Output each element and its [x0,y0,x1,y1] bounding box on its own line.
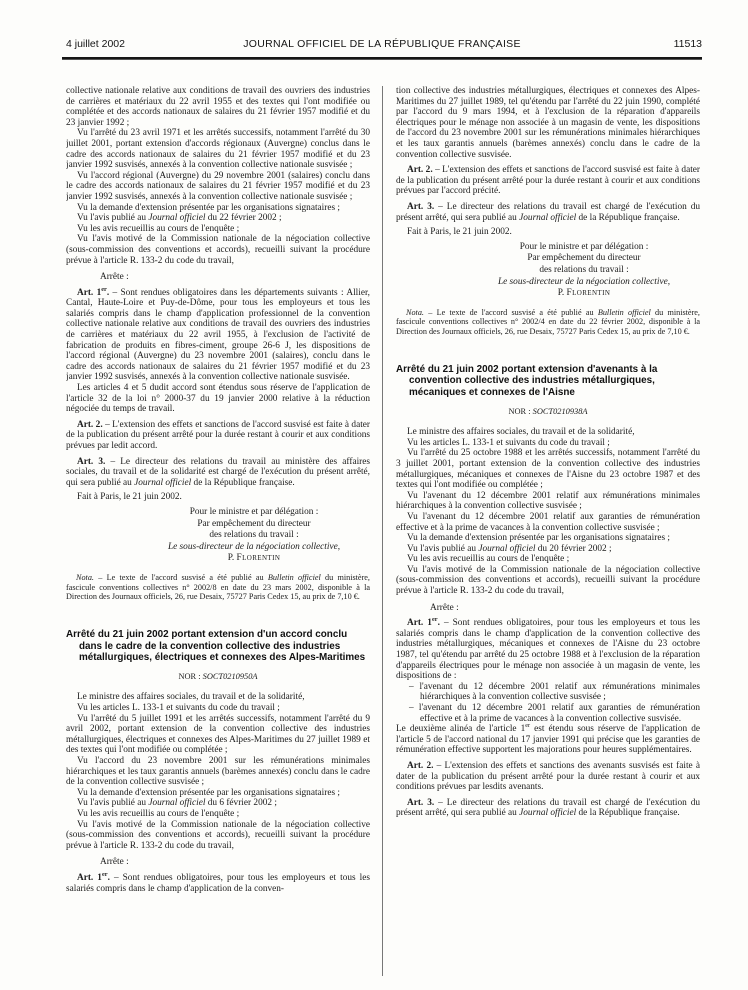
paragraph: Vu les avis recueillis au cours de l'enquête ; [407,554,570,565]
dateline: Fait à Paris, le 21 juin 2002. [77,492,182,503]
paragraph: Vu l'avis motivé de la Commission nationale de la négociation collective (sous-commission des conventions et accords), recueilli suivant la procédure prévue à l'article R. 133-2 du code du travail, [66,819,370,851]
article-paragraph: Art. 1er. – Sont rendues obligatoires, pour tous les employeurs et tous les salariés compris dans le champ d'application de la conven- [66,870,370,894]
paragraph: Vu l'avis motivé de la Commission nationale de la négociation collective (sous-commission des conventions et accords), recueilli suivant la procédure prévue à l'article R. 133-2 du code du travail, [396,564,700,597]
page-header [62,38,702,53]
signature-line: Le sous-directeur de la négociation collective, [497,276,671,287]
paragraph: Vu l'arrêté du 23 avril 1971 et les arrêtés successifs, notamment l'arrêté du 30 juillet 2001, portant extension d'accords régionaux (Auvergne) conclus dans le cadre des accords nationaux de salaires du 21 février 1957 modifié et du 23 janvier 1992 susvisés, annexés à la convention collective nationale susvisée ; [66,128,370,171]
nor-line: NOR : SOCT0210950A [178,671,258,681]
header-rule [62,57,702,60]
paragraph: Vu la demande d'extension présentée par les organisations signataires ; [407,533,670,544]
nota-note: Nota. – Le texte de l'accord susvisé a été publié au Bulletin officiel du ministère, fascicule conventions collectives n° 2002/8 en date du 23 mars 2002, disponible à la Direction des Journaux officiels, 26, rue Desaix, 75727 Paris Cedex 15, au prix de 7,10 €. [66,572,370,602]
paragraph: Vu l'avis publié au Journal officiel du 20 février 2002 ; [407,543,612,554]
header-page-number: 11513 [673,38,702,50]
paragraph: Vu l'avis motivé de la Commission nationale de la négociation collective (sous-commission des conventions et accords), recueilli suivant la procédure prévue à l'article R. 133-2 du code du travail, [66,234,370,266]
paragraph: tion collective des industries métallurgiques, électriques et connexes des Alpes-Maritimes du 27 juillet 1989, tel qu'étendu par l'arrêté du 22 juin 1990, complété par l'accord du 9 mars 1994, et à l'exclusion de la réparation d'appareils électriques pour le ménage non associée à un magasin de vente, les dispositions de l'accord du 23 novembre 2001 sur les rémunérations minimales hiérarchiques et les taux garantis annuels (barèmes annexés) conclu dans le cadre de la convention collective susvisée. [396,86,700,160]
right-column [396,86,700,984]
arrete-label: Arrête : [100,857,129,868]
paragraph: Vu l'arrêté du 5 juillet 1991 et les arrêtés successifs, notamment l'arrêté du 9 avril 2002, portant extension de la convention collective des industries métallurgiques, électriques et connexes des Alpes-Maritimes du 27 juillet 1989 et des textes qui l'ont modifiée ou complétée ; [66,713,370,756]
header-date: 4 juillet 2002 [66,38,125,50]
article-paragraph: Art. 3. – Le directeur des relations du travail est chargé de l'exécution du présent arrêté, qui sera publié au Journal officiel de la République française. [396,201,700,223]
signature-line: des relations du travail : [539,264,629,275]
paragraph: Vu l'avenant du 12 décembre 2001 relatif aux garanties de rémunération effective et à la prime de vacances à la convention collective susvisée ; [396,511,700,533]
paragraph: collective nationale relative aux conditions de travail des ouvriers des industries de carrières et matériaux du 22 avril 1955 et des textes qui l'ont modifiée ou complétée et des accords nationaux de salaires du 21 février 1957 modifié et du 23 janvier 1992 ; [66,86,370,128]
dateline: Fait à Paris, le 21 juin 2002. [407,227,512,238]
arrete-label: Arrête : [100,272,129,283]
article-paragraph: Art. 2. – L'extension des effets et sanctions des avenants susvisés est faite à dater de la publication du présent arrêté pour la durée restant à courir et aux conditions prévues par lesdits avenants. [396,760,700,793]
text-columns [66,86,700,984]
signature-line: P. Florentin [227,553,281,564]
column-divider-rule [382,86,383,976]
signature-line: P. Florentin [557,288,611,299]
signature-line: Pour le ministre et par délégation : [189,506,319,517]
paragraph: Vu l'avenant du 12 décembre 2001 relatif aux rémunérations minimales hiérarchiques à la convention collective susvisée ; [396,490,700,512]
signature-line: des relations du travail : [209,530,299,541]
paragraph: Les articles 4 et 5 dudit accord sont étendus sous réserve de l'application de l'article 32 de la loi n° 2000-37 du 19 janvier 2000 relative à la réduction négociée du temps de travail. [66,383,370,415]
paragraph: Le deuxième alinéa de l'article 1er est étendu sous réserve de l'application de l'article 5 de l'accord national du 17 janvier 1991 qui précise que les garanties de rémunération effective supportent les majorations pour heures supplémentaires. [396,722,700,756]
paragraph: Vu l'accord régional (Auvergne) du 29 novembre 2001 (salaires) conclu dans le cadre des accords nationaux de salaires du 21 février 1957 modifié et du 23 janvier 1992 susvisés, annexés à la convention collective nationale susvisée ; [66,170,370,202]
article-paragraph: Art. 2. – L'extension des effets et sanctions de l'accord susvisé est faite à dater de la publication du présent arrêté pour la durée restant à courir et aux conditions prévues par ledit accord. [66,419,370,451]
list-item: – l'avenant du 12 décembre 2001 relatif aux rémunérations minimales hiérarchiques à la convention collective susvisée ; [409,681,700,703]
left-column [66,86,370,984]
list-item: – l'avenant du 12 décembre 2001 relatif aux garanties de rémunération effective et à la prime de vacances à la convention collective susvisée. [409,703,700,724]
arrete-label: Arrête : [430,602,459,613]
signature-line: Pour le ministre et par délégation : [519,241,649,252]
article-paragraph: Art. 1er. – Sont rendues obligatoires, pour tous les employeurs et tous les salariés compris dans le champ d'application de la convention collective des industries métallurgiques, mécaniques et connexes de l'Aisne du 23 octobre 1987, tel qu'étendu par arrêté du 25 octobre 1988 et à l'exclusion de la réparation d'appareils électriques pour le ménage non associée à un magasin de vente, les dispositions de : [396,616,700,682]
paragraph: Vu l'avis publié au Journal officiel du 22 février 2002 ; [77,213,282,224]
section-heading: Arrêté du 21 juin 2002 portant extension d'avenants à la convention collective des industries métallurgiques, mécaniques et connexes de l'Aisne [396,363,658,398]
article-paragraph: Art. 3. – Le directeur des relations du travail au ministère des affaires sociales, du travail et de la solidarité est chargé de l'exécution du présent arrêté, qui sera publié au Journal officiel de la République française. [66,456,370,488]
article-paragraph: Art. 3. – Le directeur des relations du travail est chargé de l'exécution du présent arrêté, qui sera publié au Journal officiel de la République française. [396,797,700,819]
article-paragraph: Art. 2. – L'extension des effets et sanctions de l'accord susvisé est faite à dater de la publication du présent arrêté pour la durée restant à courir et aux conditions prévues par l'accord précité. [396,165,700,197]
paragraph: Vu les avis recueillis au cours de l'enquête ; [77,223,240,234]
nota-note: Nota. – Le texte de l'accord susvisé a été publié au Bulletin officiel du ministère, fascicule conventions collectives n° 2002/4 en date du 22 février 2002, disponible à la Direction des Journaux officiels, 26, rue Desaix, 75727 Paris Cedex 15, au prix de 7,10 €. [396,307,700,337]
section-heading: Arrêté du 21 juin 2002 portant extension d'un accord conclu dans le cadre de la convention collective des industries métallurgiques, électriques et connexes des Alpes-Maritimes [66,629,366,664]
paragraph: Vu l'arrêté du 25 octobre 1988 et les arrêtés successifs, notamment l'arrêté du 3 juillet 2001, portant extension de la convention collective des industries métallurgiques, mécaniques et connexes de l'Aisne du 23 octobre 1987 et des textes qui l'ont modifiée ou complétée ; [396,448,700,491]
paragraph: Vu l'avis publié au Journal officiel du 6 février 2002 ; [77,798,277,809]
signature-line: Le sous-directeur de la négociation collective, [167,541,341,552]
article-paragraph: Art. 1er. – Sont rendues obligatoires dans les départements suivants : Allier, Cantal, Haute-Loire et Puy-de-Dôme, pour tous les employeurs et tous les salariés compris dans le champ d'application professionnel de la convention collective nationale relative aux conditions de travail des ouvriers des industries de carrières et matériaux du 22 avril 1955, à l'exclusion de l'activité de fabrication de produits en fibres-ciment, groupe 26-6 J, les dispositions de l'accord régional (Auvergne) du 23 novembre 2001 (salaires), conclu dans le cadre des accords nationaux de salaires du 21 février 1957 modifié et du 23 janvier 1992 susvisés, annexés à la convention collective nationale susvisée. [66,285,370,383]
paragraph: Vu les articles L. 133-1 et suivants du code du travail ; [77,703,280,714]
header-title: JOURNAL OFFICIEL DE LA RÉPUBLIQUE FRANÇAISE [243,38,521,50]
nor-line: NOR : SOCT0210938A [508,406,588,416]
paragraph: Le ministre des affaires sociales, du travail et de la solidarité, [77,692,305,703]
paragraph: Vu les articles L. 133-1 et suivants du code du travail ; [407,437,610,448]
signature-line: Par empêchement du directeur [197,518,311,529]
paragraph: Vu l'accord du 23 novembre 2001 sur les rémunérations minimales hiérarchiques et les taux garantis annuels (barèmes annexés) conclu dans le cadre de la convention collective susvisée ; [66,755,370,788]
paragraph: Le ministre des affaires sociales, du travail et de la solidarité, [407,427,635,438]
paragraph: Vu les avis recueillis au cours de l'enquête ; [77,808,240,819]
paragraph: Vu la demande d'extension présentée par les organisations signataires ; [77,787,340,798]
paragraph: Vu la demande d'extension présentée par les organisations signataires ; [77,202,340,213]
signature-line: Par empêchement du directeur [527,253,641,264]
